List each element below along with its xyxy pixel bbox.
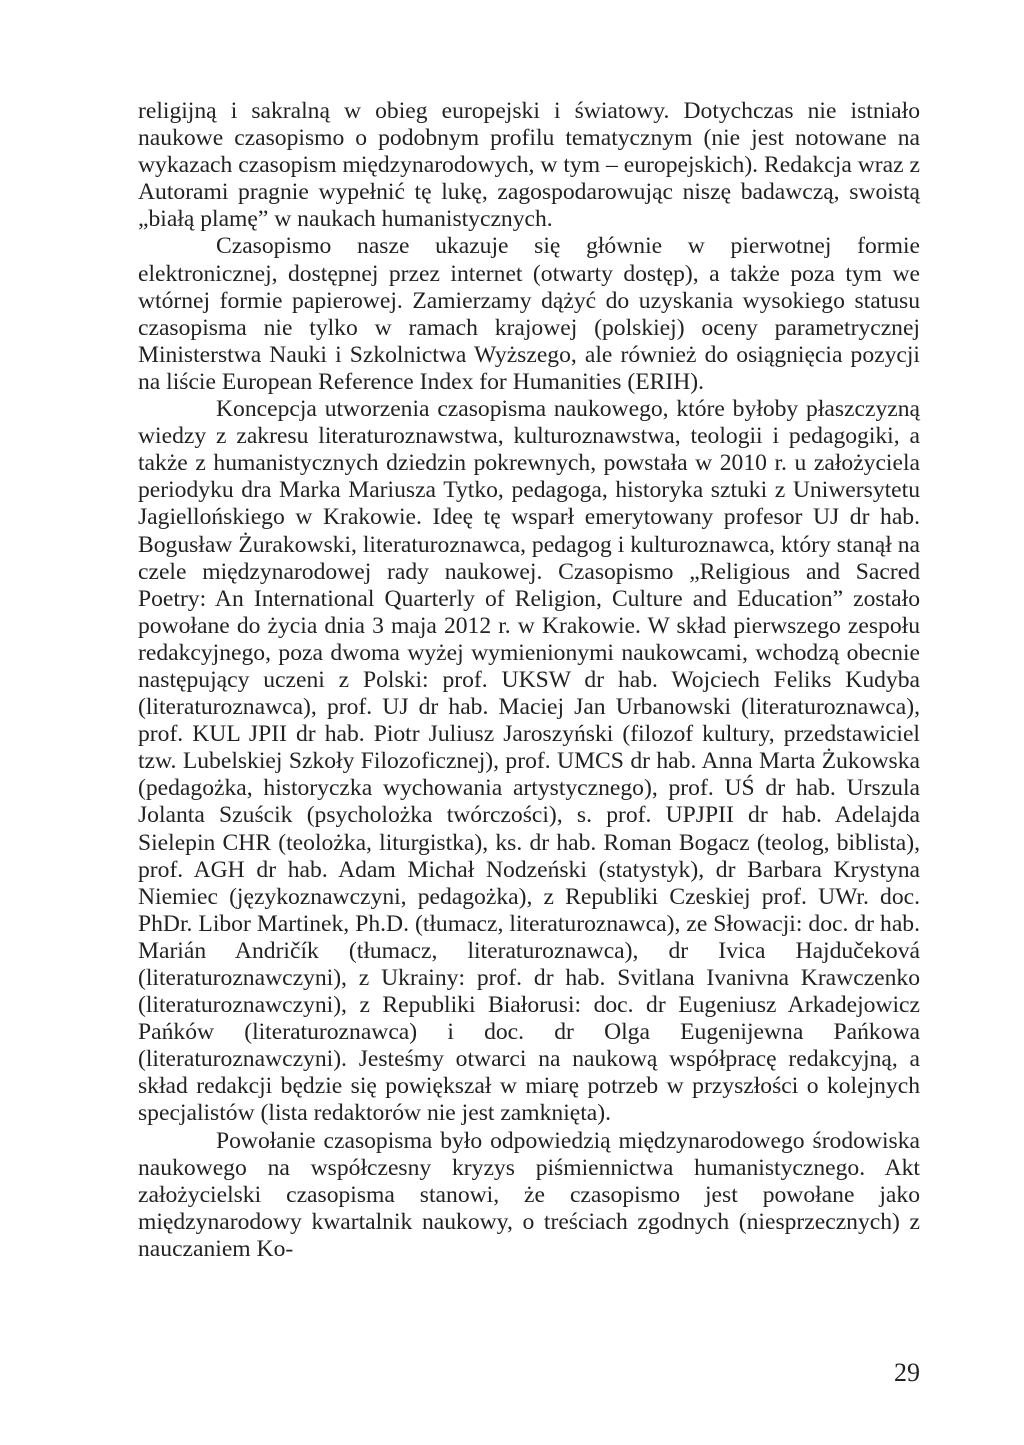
paragraph-intro-continuation: religijną i sakralną w obieg europejski i światowy. Dotychczas nie istniało naukowe czasopismo o podobnym profilu tematycznym (nie jest notowane na wykazach czasopism międzynarodowych, w tym – europejskich). Redakcja wraz z Autorami pragnie wypełnić tę lukę, zagospodarowując niszę badawczą, swoistą „białą plamę” w naukach humanistycznych. [138,98,920,233]
paragraph-founding-act: Powołanie czasopisma było odpowiedzią międzynarodowego środowiska naukowego na współczesny kryzys piśmiennictwa humanistycznego. Akt założycielski czasopisma stanowi, że czasopismo jest powołane jako międzynarodowy kwartalnik naukowy, o treściach zgodnych (niesprzecznych) z nauczaniem Ko- [138,1127,920,1262]
page-body [138,98,920,1263]
paragraph-publication-format: Czasopismo nasze ukazuje się głównie w pierwotnej formie elektronicznej, dostępnej przez internet (otwarty dostęp), a także poza tym we wtórnej formie papierowej. Zamierzamy dążyć do uzyskania wysokiego statusu czasopisma nie tylko w ramach krajowej (polskiej) oceny parametrycznej Ministerstwa Nauki i Szkolnictwa Wyższego, ale również do osiągnięcia pozycji na liście European Reference Index for Humanities (ERIH). [138,233,920,395]
page-number: 29 [894,1358,920,1387]
paragraph-journal-concept: Koncepcja utworzenia czasopisma naukowego, które byłoby płaszczyzną wiedzy z zakresu literaturoznawstwa, kulturoznawstwa, teologii i pedagogiki, a także z humanistycznych dziedzin pokrewnych, powstała w 2010 r. u założyciela periodyku dra Marka Mariusza Tytko, pedagoga, historyka sztuki z Uniwersytetu Jagiellońskiego w Krakowie. Ideę tę wsparł emerytowany profesor UJ dr hab. Bogusław Żurakowski, literaturoznawca, pedagog i kulturoznawca, który stanął na czele międzynarodowej rady naukowej. Czasopismo „Religious and Sacred Poetry: An International Quarterly of Religion, Culture and Education” zostało powołane do życia dnia 3 maja 2012 r. w Krakowie. W skład pierwszego zespołu redakcyjnego, poza dwoma wyżej wymienionymi naukowcami, wchodzą obecnie następujący uczeni z Polski: prof. UKSW dr hab. Wojciech Feliks Kudyba (literaturoznawca), prof. UJ dr hab. Maciej Jan Urbanowski (literaturoznawca), prof. KUL JPII dr hab. Piotr Juliusz Jaroszyński (filozof kultury, przedstawiciel tzw. Lubelskiej Szkoły Filozoficznej), prof. UMCS dr hab. Anna Marta Żukowska (pedagożka, historyczka wychowania artystycznego), prof. UŚ dr hab. Urszula Jolanta Szuścik (psycholożka twórczości), s. prof. UPJPII dr hab. Adelajda Sielepin CHR (teolożka, liturgistka), ks. dr hab. Roman Bogacz (teolog, biblista), prof. AGH dr hab. Adam Michał Nodzeński (statystyk), dr Barbara Krystyna Niemiec (językoznawczyni, pedagożka), z Republiki Czeskiej prof. UWr. doc. PhDr. Libor Martinek, Ph.D. (tłumacz, literaturoznawca), ze Słowacji: doc. dr hab. Marián Andričík (tłumacz, literaturoznawca), dr Ivica Hajdučeková (literaturoznawczyni), z Ukrainy: prof. dr hab. Svitlana Ivanivna Krawczenko (literaturoznawczyni), z Republiki Białorusi: doc. dr Eugeniusz Arkadejowicz Pańków (literaturoznawca) i doc. dr Olga Eugenijewna Pańkowa (literaturoznawczyni). Jesteśmy otwarci na naukową współpracę redakcyjną, a skład redakcji będzie się powiększał w miarę potrzeb w przyszłości o kolejnych specjalistów (lista redaktorów nie jest zamknięta). [138,396,920,1127]
